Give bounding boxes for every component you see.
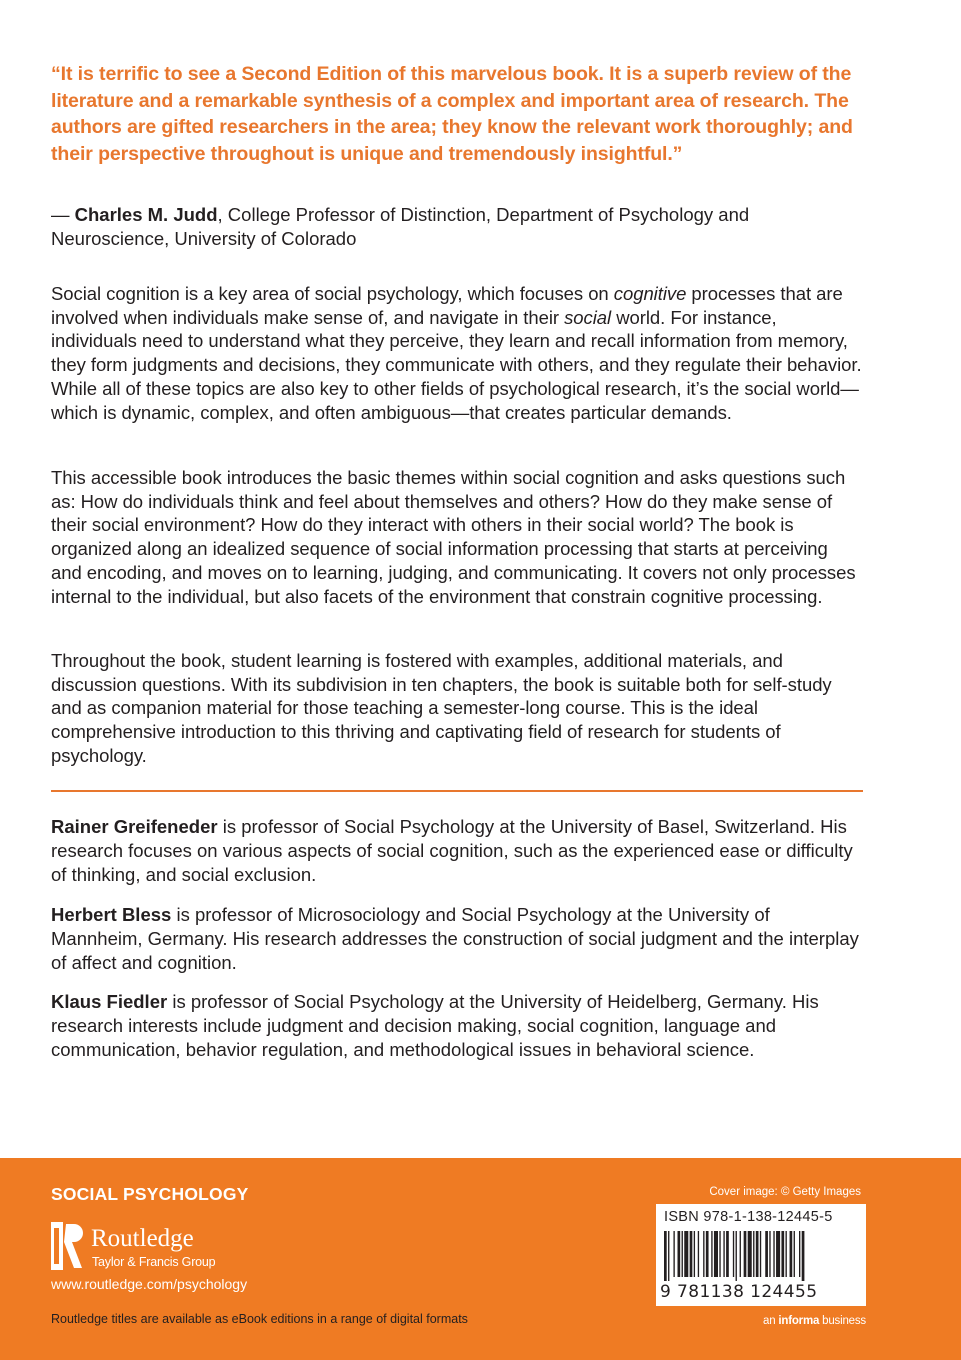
barcode-bar: [781, 1231, 784, 1277]
cover-credit: Cover image: © Getty Images: [709, 1186, 861, 1198]
emphasis-cognitive: cognitive: [613, 283, 687, 304]
barcode-bar: [703, 1231, 704, 1277]
barcode-bar: [698, 1231, 699, 1277]
barcode-bar: [736, 1231, 737, 1281]
barcode-bar: [773, 1231, 774, 1277]
barcode-bar: [690, 1231, 693, 1277]
endorsement-attribution: [51, 203, 851, 251]
barcode-bar: [794, 1231, 795, 1277]
barcode-bar: [719, 1231, 720, 1277]
barcode-bar: [769, 1231, 770, 1277]
description-paragraph-3: Throughout the book, student learning is fostered with examples, additional materials, and discussion questions. With its subdivision in ten chapters, the book is suitable both for self-study and as companion material for those teaching a semester-long course. This is the ideal comprehensive introduction to this thriving and captivating field of research for students of psychology.: [51, 650, 832, 766]
barcode: [662, 1231, 860, 1281]
author-name: Herbert Bless: [51, 904, 172, 925]
endorser-name: Charles M. Judd: [74, 204, 218, 225]
author-bio-2: [51, 903, 863, 975]
description-text: processes that are involved when individuals make sense of, and navigate in their: [51, 283, 843, 328]
informa-business-mark: [763, 1315, 866, 1327]
barcode-bar: [726, 1231, 729, 1277]
barcode-bar: [744, 1231, 747, 1277]
barcode-bar: [748, 1231, 752, 1277]
description-paragraph-1: [51, 282, 863, 424]
author-name: Klaus Fiedler: [51, 991, 168, 1012]
barcode-digits: 9 781138 124455: [660, 1282, 818, 1302]
endorsement-quote: “It is terrific to see a Second Edition of this marvelous book. It is a superb review of the literature and a remarkable synthesis of a complex and important area of research. The authors are gifted researchers in the area; they know the relevant work thoroughly; and their perspective throughout is unique and tremendously insightful.”: [51, 63, 853, 165]
description-text: Social cognition is a key area of social psychology, which focuses on: [51, 283, 614, 304]
publisher-url[interactable]: www.routledge.com/psychology: [51, 1276, 248, 1292]
ebook-note: Routledge titles are available as eBook editions in a range of digital formats: [51, 1312, 468, 1326]
barcode-bar: [664, 1231, 667, 1281]
barcode-bar: [682, 1231, 683, 1277]
barcode-bar: [723, 1231, 724, 1277]
isbn-barcode-box: [656, 1204, 866, 1306]
barcode-bar: [684, 1231, 688, 1277]
barcode-bar: [733, 1231, 734, 1277]
barcode-bar: [760, 1231, 761, 1277]
barcode-bar: [673, 1231, 674, 1277]
barcode-bar: [765, 1231, 768, 1277]
barcode-bar: [678, 1231, 681, 1277]
barcode-bar: [786, 1231, 787, 1277]
barcode-bar: [790, 1231, 793, 1277]
informa-prefix: an: [763, 1315, 779, 1327]
endorser-affiliation: , College Professor of Distinction, Department of Psychology and Neuroscience, University of Colorado: [51, 204, 750, 249]
author-bio-text: is professor of Social Psychology at the University of Basel, Switzerland. His research focuses on various aspects of social cognition, such as the experienced ease or difficulty of thinking, and social exclusion.: [51, 816, 853, 885]
description-text: world. For instance, individuals need to understand what they perceive, they learn and recall information from memory, they form judgments and decisions, they communicate with others, and they regulate their behavior. While all of these topics are also key to other fields of psychological research, it’s the social world—which is dynamic, complex, and often ambiguous—that creates particular demands.: [51, 306, 862, 423]
footer-band: [0, 1158, 961, 1360]
informa-word: informa: [778, 1315, 820, 1327]
author-bio-text: is professor of Social Psychology at the University of Heidelberg, Germany. His research interests include judgment and decision making, social cognition, language and communication, behavior regulation, and methodological issues in behavioral science.: [51, 991, 819, 1060]
series-title: SOCIAL PSYCHOLOGY: [51, 1184, 249, 1204]
routledge-logo-icon: [51, 1222, 85, 1270]
barcode-bar: [668, 1231, 669, 1281]
author-bio-3: [51, 990, 863, 1062]
publisher-name: Routledge: [91, 1225, 194, 1252]
barcode-bar: [799, 1231, 800, 1277]
publisher-subtitle: Taylor & Francis Group: [92, 1255, 216, 1269]
barcode-bar: [740, 1231, 741, 1277]
emphasis-social: social: [564, 306, 612, 328]
author-bio-text: is professor of Microsociology and Social Psychology at the University of Mannheim, Germany. His research addresses the construction of social judgment and the interplay of affect and cognition.: [51, 904, 859, 973]
section-divider: [51, 790, 863, 792]
attribution-dash: —: [51, 204, 75, 225]
barcode-bar: [694, 1231, 695, 1277]
routledge-logo: [51, 1222, 241, 1272]
description-paragraph-2: This accessible book introduces the basic themes within social cognition and asks questions such as: How do individuals think and feel about themselves and others? How do they make sense of their social environment? How do they interact with others in their social world? The book is organized along an idealized sequence of social information processing that starts at perceiving and encoding, and moves on to learning, judging, and communicating. It covers not only processes internal to the individual, but also facets of the environment that constrain cognitive processing.: [51, 467, 856, 607]
barcode-bar: [756, 1231, 759, 1277]
barcode-bar: [776, 1231, 780, 1277]
informa-suffix: business: [819, 1315, 866, 1327]
barcode-bar: [802, 1231, 805, 1281]
isbn-label: ISBN 978-1-138-12445-5: [664, 1209, 833, 1225]
author-name: Rainer Greifeneder: [51, 816, 218, 837]
barcode-bar: [753, 1231, 754, 1277]
author-bio-1: [51, 815, 863, 887]
barcode-bar: [706, 1231, 709, 1277]
barcode-bar: [711, 1231, 712, 1277]
barcode-bar: [714, 1231, 718, 1277]
